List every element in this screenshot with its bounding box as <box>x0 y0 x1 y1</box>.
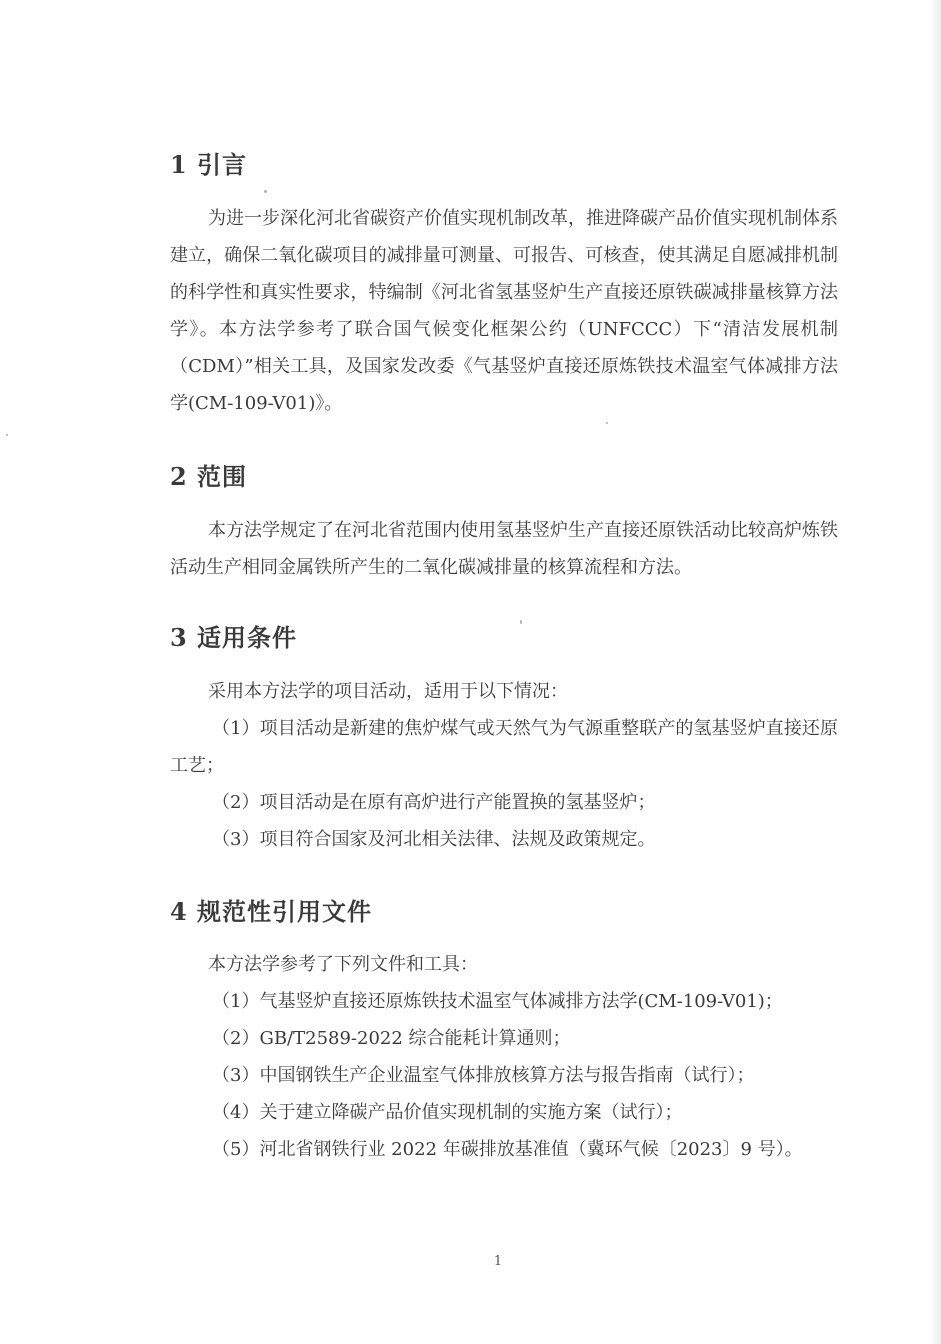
section-heading-introduction: 1 引言 <box>170 150 248 179</box>
scan-speck <box>6 434 8 436</box>
references-item-5: （5）河北省钢铁行业 2022 年碳排放基准值（冀环气候〔2023〕9 号）。 <box>212 1139 803 1160</box>
references-item-4: （4）关于建立降碳产品价值实现机制的实施方案（试行）； <box>212 1102 683 1123</box>
section-body-scope <box>170 512 838 586</box>
conditions-item-1-text: （1）项目活动是新建的焦炉煤气或天然气为气源重整联产的氢基竖炉直接还原工艺； <box>170 718 838 776</box>
section-heading-references: 4 规范性引用文件 <box>170 897 373 926</box>
references-item-1: （1）气基竖炉直接还原炼铁技术温室气体减排方法学(CM-109-V01)； <box>212 991 783 1012</box>
references-intro: 本方法学参考了下列文件和工具： <box>208 954 478 975</box>
scope-paragraph: 本方法学规定了在河北省范围内使用氢基竖炉生产直接还原铁活动比较高炉炼铁活动生产相同金属铁所产生的二氧化碳减排量的核算流程和方法。 <box>170 520 838 578</box>
conditions-item-1 <box>170 710 838 784</box>
introduction-paragraph: 为进一步深化河北省碳资产价值实现机制改革，推进降碳产品价值实现机制体系建立，确保二氧化碳项目的减排量可测量、可报告、可核查，使其满足自愿减排机制的科学性和真实性要求，特编制《河北省氢基竖炉生产直接还原铁碳减排量核算方法学》。本方法学参考了联合国气候变化框架公约（UNFCCC）下“清洁发展机制（CDM）”相关工具，及国家发改委《气基竖炉直接还原炼铁技术温室气体减排方法学(CM-109-V01)》。 <box>170 208 838 414</box>
scan-speck <box>264 190 267 193</box>
conditions-item-2: （2）项目活动是在原有高炉进行产能置换的氢基竖炉； <box>212 792 656 813</box>
section-body-introduction <box>170 200 838 422</box>
references-item-3: （3）中国钢铁生产企业温室气体排放核算方法与报告指南（试行）； <box>212 1065 755 1086</box>
page-number: 1 <box>493 1254 503 1269</box>
scan-edge-shadow <box>929 0 941 1344</box>
scan-speck <box>606 422 608 424</box>
references-item-2: （2）GB/T2589-2022 综合能耗计算通则； <box>212 1028 571 1049</box>
conditions-intro: 采用本方法学的项目活动，适用于以下情况： <box>208 681 568 702</box>
conditions-item-3: （3）项目符合国家及河北相关法律、法规及政策规定。 <box>212 829 656 850</box>
section-heading-scope: 2 范围 <box>170 462 248 491</box>
section-heading-conditions: 3 适用条件 <box>170 623 298 652</box>
scan-speck <box>520 620 522 624</box>
